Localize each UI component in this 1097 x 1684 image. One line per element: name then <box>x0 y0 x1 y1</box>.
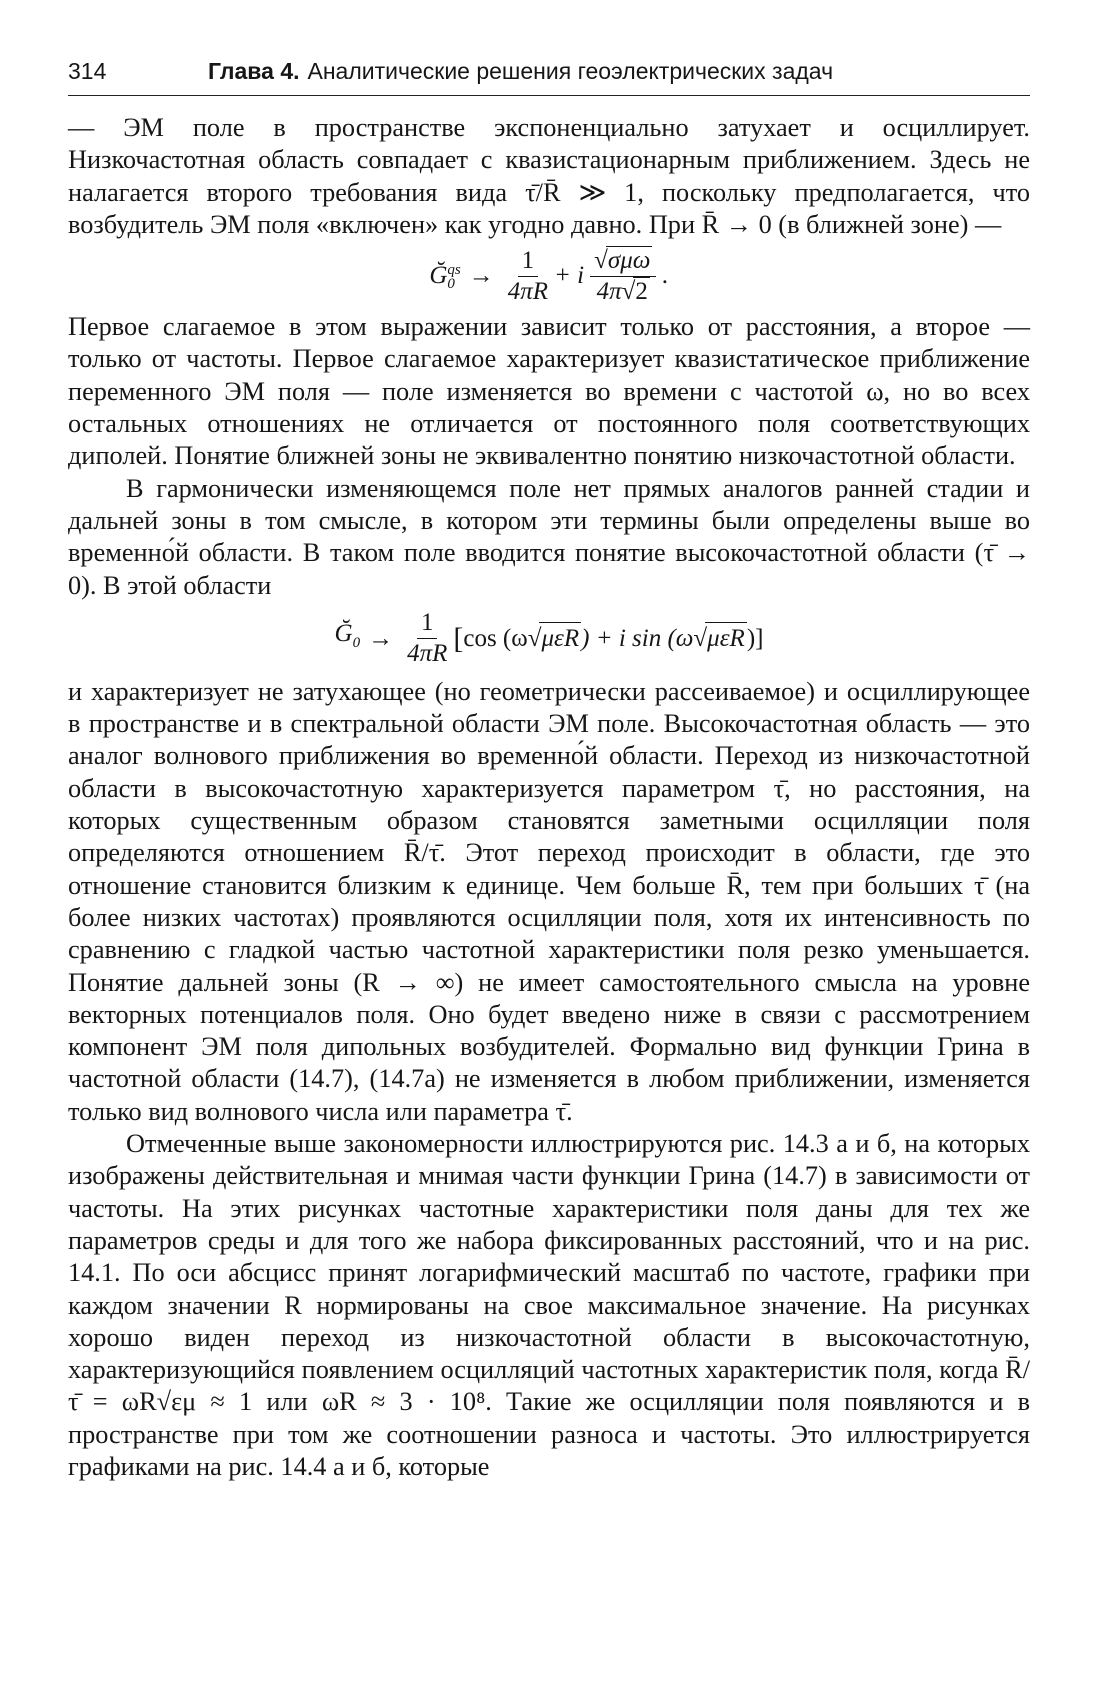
book-page <box>68 58 1030 1483</box>
chapter-title: Аналитические решения геоэлектрических задач <box>307 58 834 84</box>
formula-near-zone <box>68 241 1030 311</box>
arrow: → <box>468 262 494 290</box>
paragraph-1: — ЭМ поле в пространстве экспоненциально затухает и осциллирует. Низкочастотная область совпадает с квазистационарным приближением. Здесь не налагается второго требования вида τ̄/R̄ ≫ 1, поскольку предполагается, что возбудитель ЭМ поля «включен» как угодно давно. При R̄ → 0 (в ближней зоне) — <box>68 113 1030 239</box>
paragraph-2: Первое слагаемое в этом выражении зависит только от расстояния, а второе — только от частоты. Первое слагаемое характеризует квазистатическое приближение переменного ЭМ поля — поле изменяется во времени с частотой ω, но во всех остальных отношениях не отличается от постоянного поля соответствующих диполей. Понятие ближней зоны не эквивалентно понятию низкочастотной области. <box>68 312 1030 471</box>
formula-lhs: Ğ qs 0 <box>429 262 461 293</box>
chapter-label: Глава 4. <box>208 58 300 84</box>
fraction: $\frac{1}{4\pi R}$ <box>407 609 448 668</box>
page-number: 314 <box>68 58 107 84</box>
fraction-2: $\frac{\text{√σμω}}{4\pi√2}$ <box>590 248 656 305</box>
bracket-open: [ <box>453 621 464 655</box>
arrow: → <box>368 624 394 652</box>
cos-term: cos (ω <box>463 624 528 652</box>
fraction-1: $\frac{1}{4\pi R}$ <box>507 246 549 305</box>
paragraph-4: и характеризует не затухающее (но геометрически рассеиваемое) и осциллирующее в пространстве и в спектральной области ЭМ поле. Высокочастотная область — это аналог волнового приближения во временно́й области. Переход из низкочастотной области в высокочастотную характеризуется параметром τ̄, но расстояния, на которых существенным образом становятся заметными осцилляции поля определяются отношением R̄/τ̄. Этот переход происходит в области, где это отношение становится близким к единице. Чем больше R̄, тем при больших τ̄ (на более низких частотах) проявляются осцилляции поля, хотя их интенсивность по сравнению с гладкой частью частотной характеристики поля резко уменьшается. Понятие дальней зоны (R → ∞) не имеет самостоятельного смысла на уровне векторных потенциалов поля. Оно будет введено ниже в связи с рассмотрением компонент ЭМ поля дипольных возбудителей. Формально вид функции Грина в частотной области (14.7), (14.7а) не изменяется в любом приближении, изменяется только вид волнового числа или параметра τ̄. <box>68 676 1030 1126</box>
paragraph-3: В гармонически изменяющемся поле нет прямых аналогов ранней стадии и дальней зоны в том смысле, в котором эти термины были определены выше во временно́й области. В таком поле вводится понятие высокочастотной области (τ̄ → 0). В этой области <box>68 473 1030 600</box>
running-head <box>68 58 1030 96</box>
body-text <box>68 112 1030 1483</box>
sin-term: ) + i sin (ω <box>581 624 694 652</box>
paragraph-5: Отмеченные выше закономерности иллюстрируются рис. 14.3 а и б, на которых изображены действительная и мнимая части функции Грина (14.7) в зависимости от частоты. На этих рисунках частотные характеристики поля даны для тех же параметров среды и для того же набора фиксированных расстояний, что и на рис. 14.1. По оси абсцисс принят логарифмический масштаб по частоте, графики при каждом значении R нормированы на свое максимальное значение. На рисунках хорошо виден переход из низкочастотной области в высокочастотную, характеризующийся появлением осцилляций частотных характеристик поля, когда R̄/τ̄ = ωR√εμ ≈ 1 или ωR ≈ 3 · 10⁸. Такие же осцилляции поля появляются и в пространстве при том же соотношении разноса и частоты. Это иллюстрируется графиками на рис. 14.4 а и б, которые <box>68 1129 1030 1481</box>
sqrt-term-1: μεR <box>539 622 581 655</box>
plus-i: + i <box>554 262 585 290</box>
formula-end: . <box>662 262 669 290</box>
bracket-close: )] <box>746 624 764 652</box>
sqrt-term-2: μεR <box>705 622 747 655</box>
formula-lhs: $Ğ_0$ <box>334 620 361 652</box>
formula-high-frequency: $Ğ_0$ → $\frac{1}{4\pi R}$ [ cos (ω √ μεR ) + i sin (ω √ μεR )] <box>334 609 764 668</box>
